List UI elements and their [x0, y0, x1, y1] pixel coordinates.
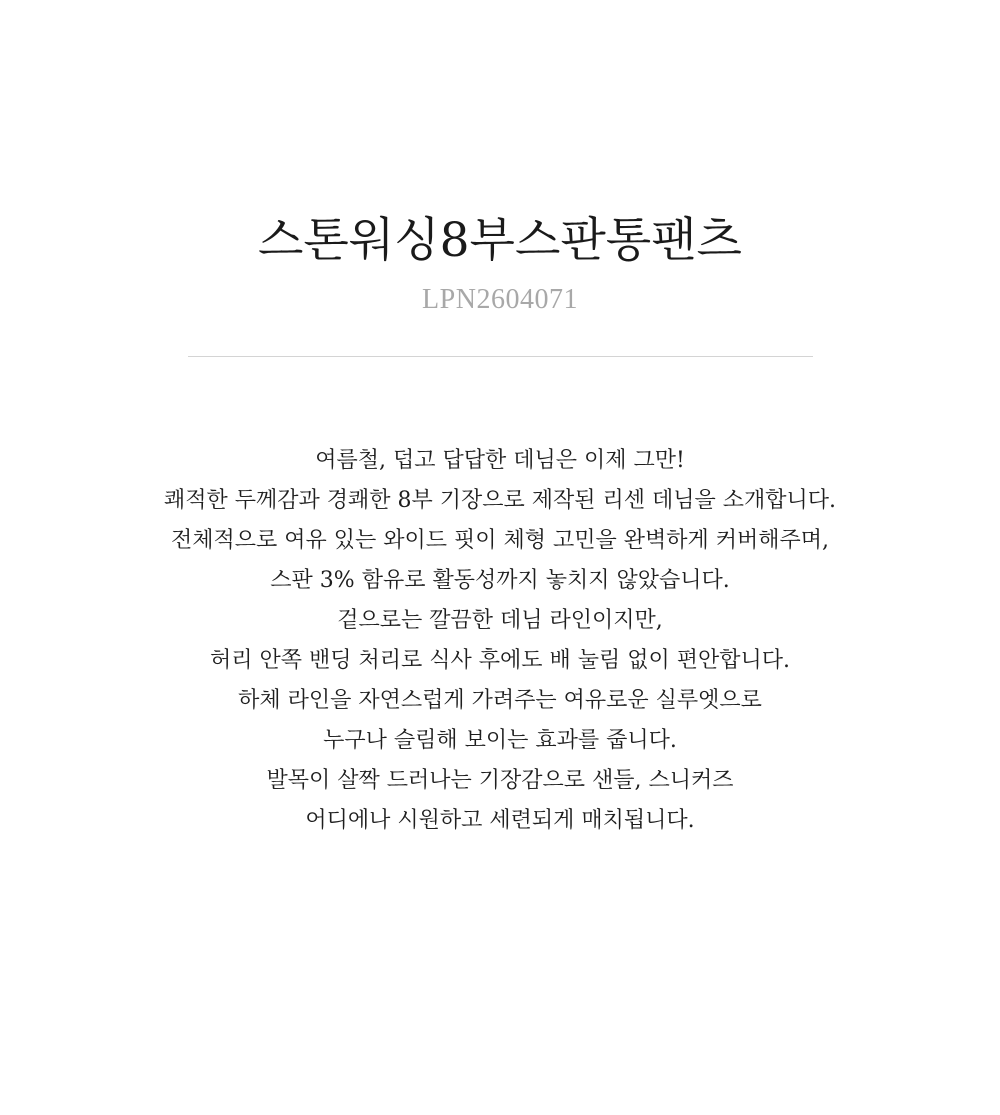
description-line: 허리 안쪽 밴딩 처리로 식사 후에도 배 눌림 없이 편안합니다. — [210, 648, 790, 673]
description-line: 전체적으로 여유 있는 와이드 핏이 체형 고민을 완벽하게 커버해주며, — [171, 528, 829, 553]
description-line: 겉으로는 깔끔한 데님 라인이지만, — [337, 608, 663, 633]
section-divider — [188, 356, 813, 357]
product-title: 스톤워싱8부스판통팬츠 — [258, 213, 742, 268]
product-code: LPN2604071 — [422, 284, 578, 315]
product-description — [0, 441, 1000, 841]
description-line: 발목이 살짝 드러나는 기장감으로 샌들, 스니커즈 — [266, 768, 734, 793]
description-line: 누구나 슬림해 보이는 효과를 줍니다. — [323, 728, 677, 753]
description-line: 스판 3% 함유로 활동성까지 놓치지 않았습니다. — [270, 568, 730, 593]
description-line: 어디에나 시원하고 세련되게 매치됩니다. — [305, 808, 695, 833]
description-line: 쾌적한 두께감과 경쾌한 8부 기장으로 제작된 리센 데님을 소개합니다. — [164, 488, 836, 513]
description-line: 여름철, 덥고 답답한 데님은 이제 그만! — [315, 448, 685, 473]
description-line: 하체 라인을 자연스럽게 가려주는 여유로운 실루엣으로 — [238, 688, 762, 713]
